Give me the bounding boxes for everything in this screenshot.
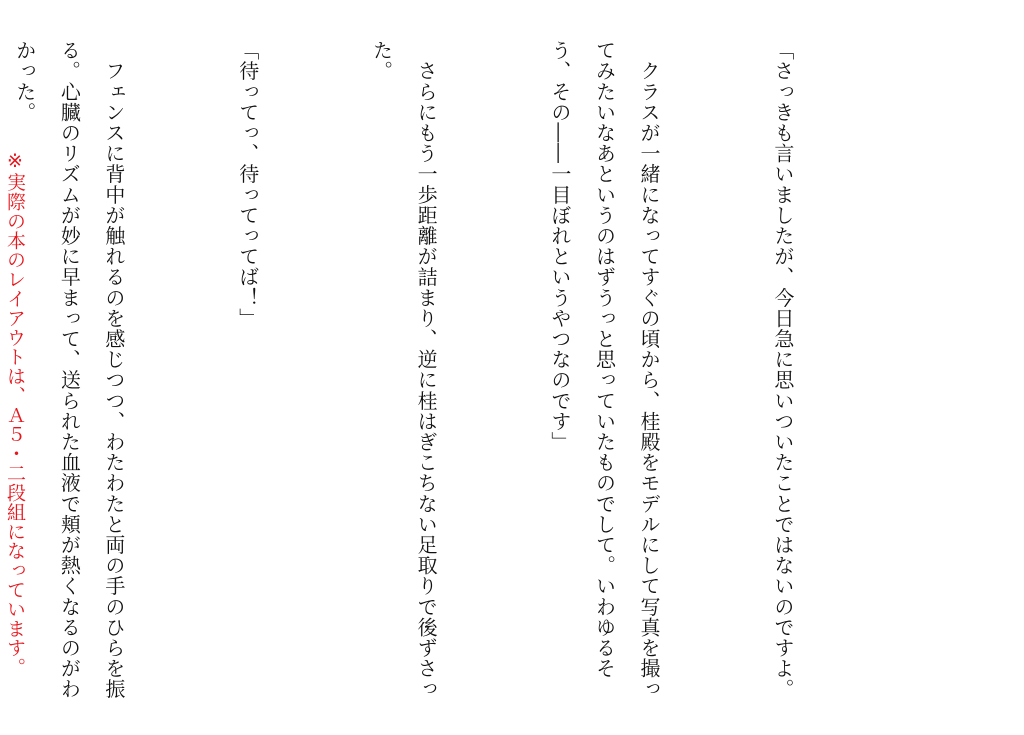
- layout-note: ※実際の本のレイアウトは、Ａ５・二段組になっています。: [4, 150, 26, 677]
- paragraph-2: クラスが一緒になってすぐの頃から、桂殿をモデルにして写真を撮ってみたいなあというのはずうっと思っていたものでして。いわゆるそう、その――一目ぼれというやつなのです」: [547, 40, 662, 700]
- paragraph-4: 「待ってっ、待ってってば！」: [235, 40, 260, 329]
- paragraph-1: 「さっきも言いましたが、今日急に思いついたことではないのですよ。: [770, 40, 795, 700]
- vertical-text-body: [0, 40, 894, 700]
- paragraph-3: さらにもう一歩距離が詰まり、逆に桂はぎこちない足取りで後ずさった。: [369, 40, 439, 700]
- paragraph-5: フェンスに背中が触れるのを感じつつ、わたわたと両の手のひらを振る。心臓のリズムが妙に早まって、送られた血液で頬が熱くなるのがわかった。: [12, 40, 126, 700]
